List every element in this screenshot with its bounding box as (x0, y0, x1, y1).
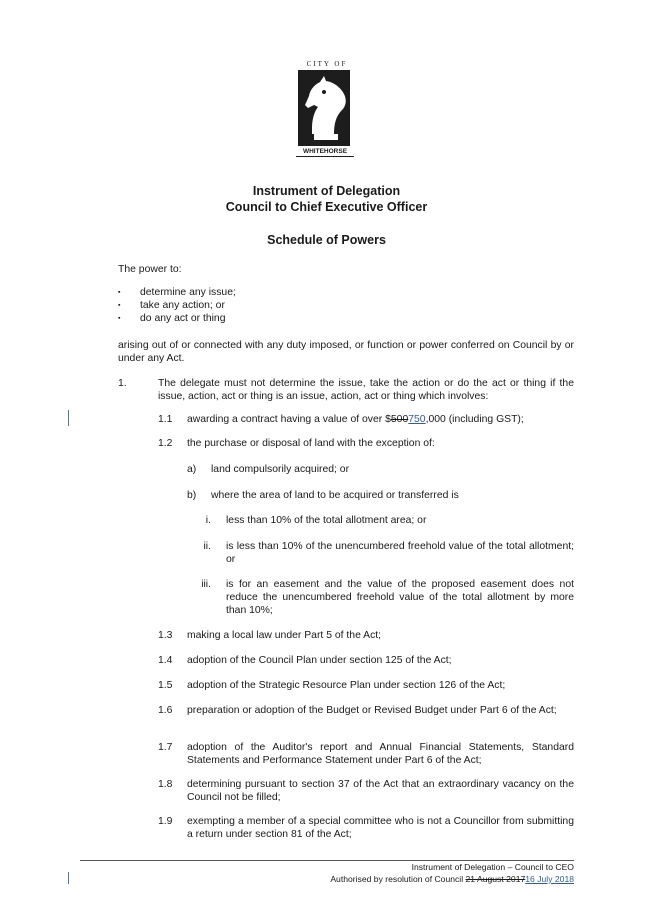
item-1-number: 1. (118, 378, 127, 389)
bullet-text: do any act or thing (140, 313, 226, 324)
sub-i-number: i. (205, 515, 211, 526)
sub-a-number: a) (187, 464, 197, 475)
deleted-text: 500 (390, 414, 409, 425)
sub-b-text: where the area of land to be acquired or transferred is (211, 490, 459, 501)
bullet-icon: ▪ (118, 315, 121, 322)
document-title-line-1: Instrument of Delegation (252, 184, 401, 198)
intro-text: The power to: (118, 264, 182, 275)
footer-line-2 (330, 874, 574, 885)
footer-authorised-text: Authorised by resolution of Council (330, 874, 466, 884)
clause-1-6-text: preparation or adoption of the Budget or Revised Budget under Part 6 of the Act; (187, 705, 557, 716)
bullet-icon: ▪ (118, 302, 121, 309)
bullet-icon: ▪ (118, 289, 121, 296)
city-logo (296, 60, 358, 158)
clause-1-1-text-after: ,000 (including GST); (425, 414, 524, 425)
bullet-text: determine any issue; (140, 287, 236, 298)
clause-1-5-text: adoption of the Strategic Resource Plan under section 126 of the Act; (187, 680, 506, 691)
bullet-text: take any action; or (140, 300, 225, 311)
clause-1-9-number: 1.9 (158, 816, 173, 827)
clause-1-2-text: the purchase or disposal of land with the exception of: (187, 438, 435, 449)
clause-1-8-number: 1.8 (158, 779, 173, 790)
clause-1-4-number: 1.4 (158, 655, 173, 666)
sub-b-number: b) (187, 490, 197, 501)
clause-1-7-text: adoption of the Auditor's report and Annual Financial Statements, Standard Statements and Performance Statement under Part 6 of the Act; (187, 742, 574, 766)
inserted-text: 16 July 2018 (525, 874, 574, 884)
clause-1-1-number: 1.1 (158, 414, 173, 425)
track-change-bar (68, 410, 69, 426)
sub-ii-text: is less than 10% of the unencumbered freehold value of the total allotment; or (226, 541, 574, 565)
clause-1-3-text: making a local law under Part 5 of the Act; (187, 630, 382, 641)
sub-iii-number: iii. (201, 579, 211, 590)
document-title-line-2: Council to Chief Executive Officer (225, 200, 428, 214)
logo-name-text: WHITEHORSE (296, 147, 354, 157)
schedule-subtitle: Schedule of Powers (267, 233, 386, 247)
clause-1-4-text: adoption of the Council Plan under section 125 of the Act; (187, 655, 452, 666)
sub-i-text: less than 10% of the total allotment area; or (226, 515, 427, 526)
clause-1-8-text: determining pursuant to section 37 of the Act that an extraordinary vacancy on the Council not be filled; (187, 779, 574, 803)
clause-1-3-number: 1.3 (158, 630, 173, 641)
logo-city-text: CITY OF (306, 60, 348, 68)
sub-ii-number: ii. (203, 541, 211, 552)
sub-a-text: land compulsorily acquired; or (211, 464, 350, 475)
clause-1-7-number: 1.7 (158, 742, 173, 753)
knight-icon (298, 70, 350, 146)
clause-1-1-text-before: awarding a contract having a value of over $ (187, 414, 391, 425)
sub-iii-text: is for an easement and the value of the proposed easement does not reduce the unencumbered freehold value of the total allotment by more than 10%; (226, 579, 574, 616)
footer-line-1: Instrument of Delegation – Council to CEO (411, 862, 574, 872)
inserted-text: 750 (408, 414, 426, 425)
item-1-text: The delegate must not determine the issue, take the action or do the act or thing if the issue, action, act or thing is an issue, action, act or thing which involves: (158, 378, 574, 402)
deleted-text: 21 August 2017 (465, 874, 526, 884)
logo-knight-emblem (298, 70, 350, 146)
clause-1-6-number: 1.6 (158, 705, 173, 716)
arising-paragraph: arising out of or connected with any duty imposed, or function or power conferred on Council by or under any Act. (118, 340, 574, 364)
footer-divider (80, 860, 574, 861)
clause-1-9-text: exempting a member of a special committee who is not a Councillor from submitting a return under section 81 of the Act; (187, 816, 574, 840)
track-change-bar (68, 872, 69, 884)
clause-1-5-number: 1.5 (158, 680, 173, 691)
clause-1-1-text (187, 413, 574, 426)
clause-1-2-number: 1.2 (158, 438, 173, 449)
